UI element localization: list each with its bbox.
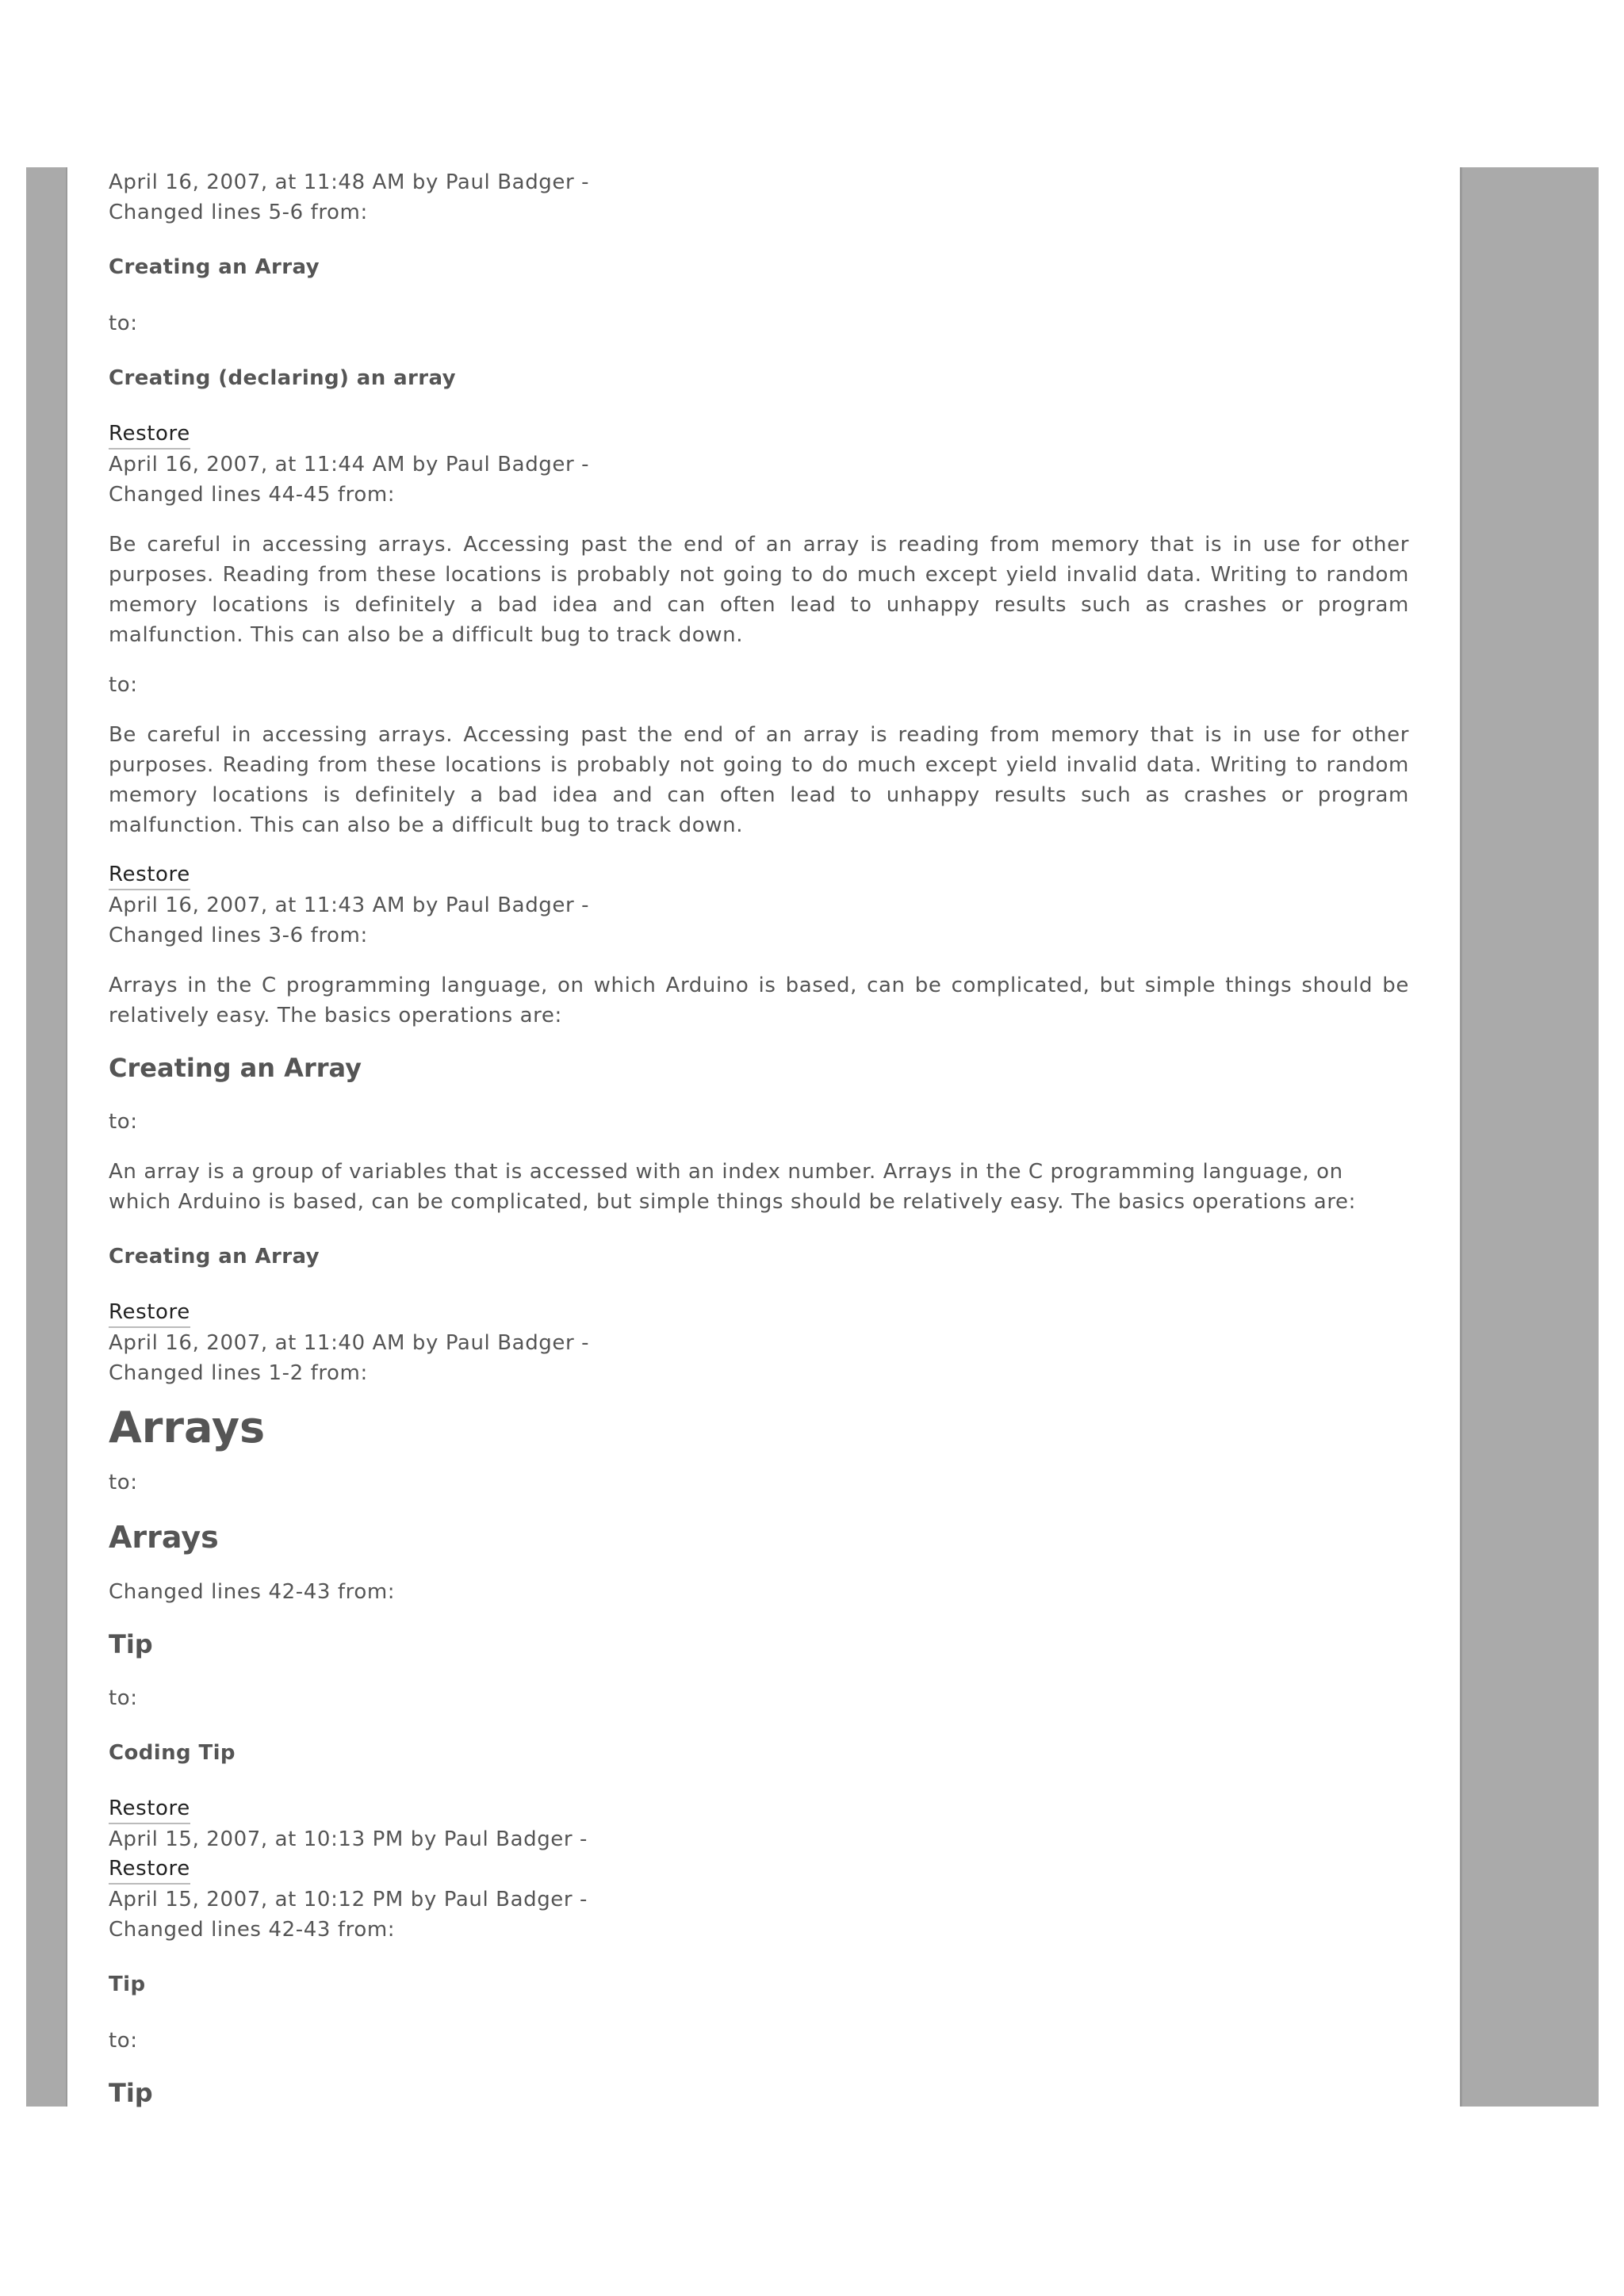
- changed-lines-label: Changed lines 1-2 from:: [109, 1361, 368, 1385]
- diff-to-label: to:: [109, 1686, 138, 1710]
- diff-to-heading: Creating an Array: [109, 1245, 320, 1269]
- diff-to-label: to:: [109, 1110, 138, 1134]
- diff-to-heading: Creating (declaring) an array: [109, 366, 456, 390]
- diff-from-heading: Arrays: [109, 1402, 266, 1452]
- page-history-content: [109, 167, 1409, 2132]
- diff-from-heading: Creating an Array: [109, 1053, 362, 1083]
- changed-lines-label: Changed lines 42-43 from:: [109, 1918, 396, 1942]
- diff-from-text: Be careful in accessing arrays. Accessing past the end of an array is reading from memory that is in use for other purposes. Reading from these locations is probably not going to do much except yield invalid data. Writing to random memory locations is definitely a bad idea and can often lead to unhappy results such as crashes or program malfunction. This can also be a difficult bug to track down.: [109, 533, 1409, 647]
- revision-meta: April 16, 2007, at 11:44 AM by Paul Badger -: [109, 453, 590, 476]
- diff-from-heading: Tip: [109, 1629, 153, 1659]
- diff-to-label: to:: [109, 2029, 138, 2053]
- revision-meta: April 15, 2007, at 10:13 PM by Paul Badger -: [109, 1827, 588, 1851]
- changed-lines-label: Changed lines 3-6 from:: [109, 924, 368, 947]
- revision-entry: [109, 1328, 1409, 1824]
- diff-to-heading: Arrays: [109, 1520, 219, 1555]
- diff-to-heading: Coding Tip: [109, 1741, 236, 1765]
- left-sidebar-bar: [26, 167, 67, 2107]
- diff-from-text: Arrays in the C programming language, on which Arduino is based, can be complicated, but simple things should be relatively easy. The basics operations are:: [109, 974, 1409, 1027]
- diff-from-heading: Tip: [109, 1973, 146, 1996]
- restore-link[interactable]: Restore: [109, 419, 190, 450]
- restore-link[interactable]: Restore: [109, 1794, 190, 1824]
- diff-to-heading: Tip: [109, 2078, 153, 2108]
- revision-entry: [109, 1824, 1409, 1885]
- revision-entry: [109, 1885, 1409, 2110]
- revision-entry: [109, 890, 1409, 1328]
- changed-lines-label: Changed lines 42-43 from:: [109, 1580, 396, 1604]
- diff-to-label: to:: [109, 673, 138, 697]
- restore-link[interactable]: Restore: [109, 1854, 190, 1885]
- right-sidebar-bar: [1460, 167, 1599, 2107]
- revision-meta: April 16, 2007, at 11:48 AM by Paul Badger -: [109, 170, 590, 194]
- revision-meta: April 15, 2007, at 10:12 PM by Paul Badger -: [109, 1888, 588, 1911]
- changed-lines-label: Changed lines 5-6 from:: [109, 201, 368, 224]
- revision-entry: [109, 450, 1409, 890]
- diff-from-heading: Creating an Array: [109, 255, 320, 279]
- changed-lines-label: Changed lines 44-45 from:: [109, 483, 396, 507]
- revision-entry: [109, 167, 1409, 450]
- restore-link[interactable]: Restore: [109, 860, 190, 890]
- revision-meta: April 16, 2007, at 11:40 AM by Paul Badger -: [109, 1331, 590, 1355]
- diff-to-label: to:: [109, 1471, 138, 1494]
- restore-link[interactable]: Restore: [109, 1298, 190, 1328]
- diff-to-label: to:: [109, 312, 138, 335]
- diff-to-text: Be careful in accessing arrays. Accessing past the end of an array is reading from memory that is in use for other purposes. Reading from these locations is probably not going to do much except yield invalid data. Writing to random memory locations is definitely a bad idea and can often lead to unhappy results such as crashes or program malfunction. This can also be a difficult bug to track down.: [109, 723, 1409, 837]
- diff-to-text: An array is a group of variables that is accessed with an index number. Arrays in the C programming language, on which Arduino is based, can be complicated, but simple things should be relatively easy. The basics operations are:: [109, 1160, 1356, 1214]
- revision-meta: April 16, 2007, at 11:43 AM by Paul Badger -: [109, 894, 590, 917]
